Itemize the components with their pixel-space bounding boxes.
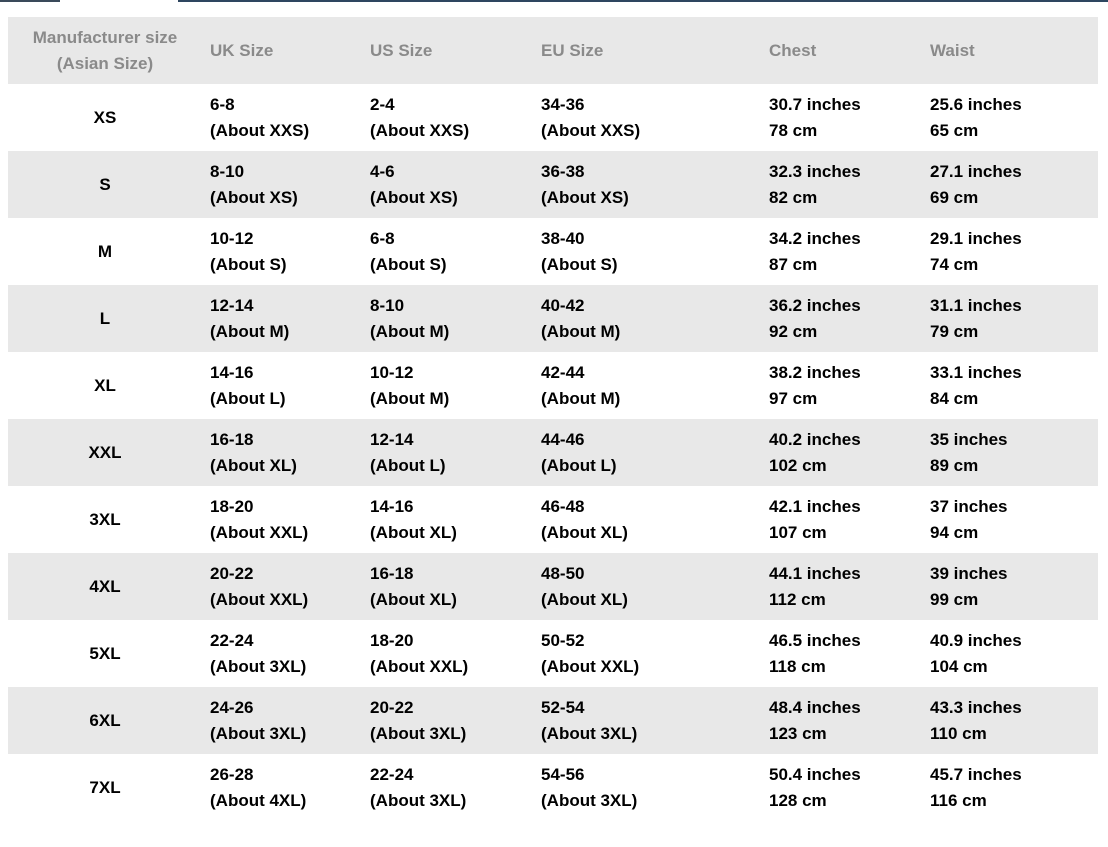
cell-waist	[930, 620, 1098, 687]
cell-manufacturer-size: 5XL	[89, 643, 121, 663]
cell-waist-line1: 25.6 inches	[930, 94, 1022, 114]
cell-manufacturer-size: M	[97, 241, 113, 261]
cell-uk	[202, 151, 370, 218]
cell-us-line1: 14-16	[370, 496, 414, 516]
header-us-size: US Size	[370, 40, 433, 60]
cell-uk	[202, 84, 370, 151]
table-row	[8, 419, 1098, 486]
cell-waist	[930, 84, 1098, 151]
cell-eu-line2: (About S)	[541, 254, 618, 274]
cell-eu-line1: 42-44	[541, 362, 585, 382]
cell-chest-line2: 87 cm	[769, 254, 818, 274]
cell-us-line2: (About 3XL)	[370, 723, 467, 743]
cell-chest-line2: 92 cm	[769, 321, 818, 341]
cell-uk	[202, 218, 370, 285]
cell-uk	[202, 687, 370, 754]
cell-waist	[930, 151, 1098, 218]
cell-chest-line2: 118 cm	[769, 656, 826, 676]
cell-waist-line1: 31.1 inches	[930, 295, 1022, 315]
cell-us-line2: (About XL)	[370, 589, 457, 609]
cell-chest-line1: 44.1 inches	[769, 563, 861, 583]
cell-waist-line2: 74 cm	[930, 254, 979, 274]
cell-waist-line2: 94 cm	[930, 522, 979, 542]
cell-eu-line2: (About 3XL)	[541, 790, 638, 810]
table-row	[8, 687, 1098, 754]
cell-waist	[930, 285, 1098, 352]
top-border-segment-left	[0, 0, 60, 2]
cell-eu-line2: (About XXL)	[541, 656, 640, 676]
cell-chest-line1: 32.3 inches	[769, 161, 861, 181]
cell-waist-line2: 84 cm	[930, 388, 979, 408]
cell-us-line2: (About XXS)	[370, 120, 470, 140]
cell-uk-line1: 10-12	[210, 228, 254, 248]
cell-chest-line1: 46.5 inches	[769, 630, 861, 650]
cell-waist-line2: 104 cm	[930, 656, 988, 676]
table-row	[8, 84, 1098, 151]
header-manufacturer-size-line1: Manufacturer size	[32, 27, 178, 47]
cell-chest-line2: 123 cm	[769, 723, 827, 743]
header-eu-size: EU Size	[541, 40, 604, 60]
cell-uk	[202, 352, 370, 419]
cell-waist-line2: 79 cm	[930, 321, 979, 341]
cell-us-line1: 6-8	[370, 228, 395, 248]
cell-us-line1: 10-12	[370, 362, 414, 382]
cell-chest-line1: 42.1 inches	[769, 496, 861, 516]
table-body	[8, 84, 1098, 821]
cell-chest-line1: 38.2 inches	[769, 362, 861, 382]
cell-manufacturer-size: 7XL	[89, 777, 121, 797]
header-chest: Chest	[769, 40, 817, 60]
cell-us	[370, 285, 541, 352]
cell-eu-line1: 50-52	[541, 630, 585, 650]
cell-uk-line1: 20-22	[210, 563, 254, 583]
cell-uk-line2: (About XXL)	[210, 589, 309, 609]
cell-waist	[930, 687, 1098, 754]
cell-eu	[541, 151, 769, 218]
cell-uk-line2: (About M)	[210, 321, 290, 341]
cell-eu-line1: 48-50	[541, 563, 585, 583]
cell-uk	[202, 486, 370, 553]
cell-chest	[769, 620, 930, 687]
cell-us-line2: (About M)	[370, 388, 450, 408]
cell-chest	[769, 84, 930, 151]
cell-eu	[541, 754, 769, 821]
cell-uk-line2: (About XS)	[210, 187, 298, 207]
table-row	[8, 553, 1098, 620]
cell-waist-line2: 69 cm	[930, 187, 979, 207]
cell-us-line1: 22-24	[370, 764, 414, 784]
cell-chest	[769, 687, 930, 754]
cell-chest	[769, 151, 930, 218]
cell-eu	[541, 285, 769, 352]
cell-eu	[541, 687, 769, 754]
cell-uk-line2: (About 4XL)	[210, 790, 307, 810]
cell-eu-line2: (About XXS)	[541, 120, 641, 140]
cell-uk-line2: (About XXL)	[210, 522, 309, 542]
cell-us-line1: 2-4	[370, 94, 395, 114]
cell-waist-line1: 40.9 inches	[930, 630, 1022, 650]
cell-eu	[541, 84, 769, 151]
table-row	[8, 218, 1098, 285]
cell-uk-line2: (About S)	[210, 254, 287, 274]
cell-us	[370, 620, 541, 687]
table-row	[8, 486, 1098, 553]
table-row	[8, 754, 1098, 821]
cell-manufacturer-size: XL	[94, 375, 116, 395]
cell-chest-line2: 112 cm	[769, 589, 826, 609]
cell-uk-line2: (About XL)	[210, 455, 297, 475]
cell-manufacturer-size: L	[99, 308, 111, 328]
cell-chest	[769, 419, 930, 486]
cell-chest-line2: 82 cm	[769, 187, 818, 207]
cell-uk-line1: 14-16	[210, 362, 254, 382]
cell-eu-line2: (About XL)	[541, 522, 628, 542]
cell-chest-line1: 50.4 inches	[769, 764, 861, 784]
cell-waist-line1: 39 inches	[930, 563, 1008, 583]
header-waist: Waist	[930, 40, 975, 60]
cell-chest	[769, 486, 930, 553]
cell-manufacturer-size: XS	[93, 107, 117, 127]
cell-uk	[202, 419, 370, 486]
cell-chest-line2: 78 cm	[769, 120, 818, 140]
cell-eu-line2: (About XL)	[541, 589, 628, 609]
cell-manufacturer-size: XXL	[88, 442, 122, 462]
cell-eu-line1: 38-40	[541, 228, 585, 248]
cell-eu-line1: 40-42	[541, 295, 585, 315]
cell-uk	[202, 754, 370, 821]
cell-us-line2: (About S)	[370, 254, 447, 274]
cell-chest-line2: 102 cm	[769, 455, 827, 475]
cell-us	[370, 151, 541, 218]
cell-uk	[202, 553, 370, 620]
cell-waist-line2: 99 cm	[930, 589, 979, 609]
cell-eu	[541, 218, 769, 285]
cell-eu-line2: (About XS)	[541, 187, 629, 207]
header-manufacturer-size	[8, 17, 202, 84]
cell-waist-line1: 45.7 inches	[930, 764, 1022, 784]
cell-manufacturer-size: S	[99, 174, 111, 194]
cell-eu-line1: 34-36	[541, 94, 585, 114]
cell-waist	[930, 486, 1098, 553]
cell-chest-line1: 30.7 inches	[769, 94, 861, 114]
cell-us	[370, 84, 541, 151]
header-manufacturer-size-line2: (Asian Size)	[56, 53, 154, 73]
cell-us-line1: 20-22	[370, 697, 414, 717]
cell-eu-line1: 44-46	[541, 429, 585, 449]
cell-us-line2: (About XL)	[370, 522, 457, 542]
cell-uk-line1: 16-18	[210, 429, 254, 449]
cell-us	[370, 687, 541, 754]
cell-uk-line1: 24-26	[210, 697, 254, 717]
cell-uk-line2: (About 3XL)	[210, 656, 307, 676]
cell-us	[370, 352, 541, 419]
cell-uk-line2: (About XXS)	[210, 120, 310, 140]
cell-us	[370, 419, 541, 486]
cell-chest-line2: 107 cm	[769, 522, 827, 542]
cell-eu-line1: 46-48	[541, 496, 585, 516]
cell-us-line2: (About 3XL)	[370, 790, 467, 810]
cell-chest-line2: 97 cm	[769, 388, 818, 408]
cell-manufacturer-size: 3XL	[89, 509, 121, 529]
table-header-row	[8, 17, 1098, 84]
cell-us-line1: 16-18	[370, 563, 414, 583]
header-uk-size: UK Size	[210, 40, 274, 60]
cell-eu	[541, 553, 769, 620]
cell-waist	[930, 419, 1098, 486]
cell-eu-line2: (About L)	[541, 455, 617, 475]
cell-waist-line2: 89 cm	[930, 455, 979, 475]
table-row	[8, 151, 1098, 218]
cell-waist-line2: 116 cm	[930, 790, 987, 810]
cell-us	[370, 754, 541, 821]
cell-eu	[541, 620, 769, 687]
cell-waist	[930, 218, 1098, 285]
cell-chest-line1: 48.4 inches	[769, 697, 861, 717]
cell-eu-line2: (About M)	[541, 388, 621, 408]
cell-chest	[769, 218, 930, 285]
cell-eu	[541, 352, 769, 419]
cell-us-line1: 18-20	[370, 630, 414, 650]
cell-us-line2: (About XXL)	[370, 656, 469, 676]
cell-uk	[202, 620, 370, 687]
cell-chest	[769, 553, 930, 620]
cell-eu-line1: 52-54	[541, 697, 585, 717]
cell-eu-line1: 54-56	[541, 764, 585, 784]
cell-us-line1: 8-10	[370, 295, 405, 315]
cell-manufacturer-size: 4XL	[89, 576, 121, 596]
cell-waist-line1: 37 inches	[930, 496, 1008, 516]
cell-uk-line2: (About L)	[210, 388, 286, 408]
cell-us-line1: 4-6	[370, 161, 395, 181]
table-row	[8, 620, 1098, 687]
cell-uk-line1: 18-20	[210, 496, 254, 516]
cell-us-line1: 12-14	[370, 429, 414, 449]
cell-chest-line1: 34.2 inches	[769, 228, 861, 248]
cell-waist	[930, 352, 1098, 419]
cell-chest	[769, 285, 930, 352]
cell-us	[370, 218, 541, 285]
cell-eu	[541, 486, 769, 553]
cell-chest	[769, 754, 930, 821]
cell-waist-line1: 33.1 inches	[930, 362, 1022, 382]
size-chart-table	[8, 17, 1098, 821]
cell-uk-line1: 8-10	[210, 161, 245, 181]
cell-manufacturer-size: 6XL	[89, 710, 121, 730]
cell-us-line2: (About XS)	[370, 187, 458, 207]
cell-waist-line1: 35 inches	[930, 429, 1008, 449]
cell-chest-line1: 36.2 inches	[769, 295, 861, 315]
cell-eu-line2: (About M)	[541, 321, 621, 341]
cell-uk	[202, 285, 370, 352]
cell-waist-line1: 43.3 inches	[930, 697, 1022, 717]
top-border-strip	[0, 0, 1108, 3]
cell-waist-line2: 110 cm	[930, 723, 987, 743]
cell-waist-line2: 65 cm	[930, 120, 979, 140]
cell-us	[370, 486, 541, 553]
cell-uk-line1: 6-8	[210, 94, 235, 114]
cell-uk-line1: 22-24	[210, 630, 254, 650]
cell-eu	[541, 419, 769, 486]
top-border-segment-right	[178, 0, 1108, 2]
table-row	[8, 285, 1098, 352]
cell-uk-line1: 26-28	[210, 764, 254, 784]
cell-us-line2: (About M)	[370, 321, 450, 341]
cell-chest-line1: 40.2 inches	[769, 429, 861, 449]
cell-waist	[930, 553, 1098, 620]
cell-uk-line2: (About 3XL)	[210, 723, 307, 743]
cell-uk-line1: 12-14	[210, 295, 254, 315]
cell-waist-line1: 29.1 inches	[930, 228, 1022, 248]
cell-eu-line2: (About 3XL)	[541, 723, 638, 743]
cell-chest	[769, 352, 930, 419]
cell-waist-line1: 27.1 inches	[930, 161, 1022, 181]
cell-waist	[930, 754, 1098, 821]
cell-chest-line2: 128 cm	[769, 790, 827, 810]
cell-us-line2: (About L)	[370, 455, 446, 475]
table-row	[8, 352, 1098, 419]
cell-us	[370, 553, 541, 620]
cell-eu-line1: 36-38	[541, 161, 585, 181]
